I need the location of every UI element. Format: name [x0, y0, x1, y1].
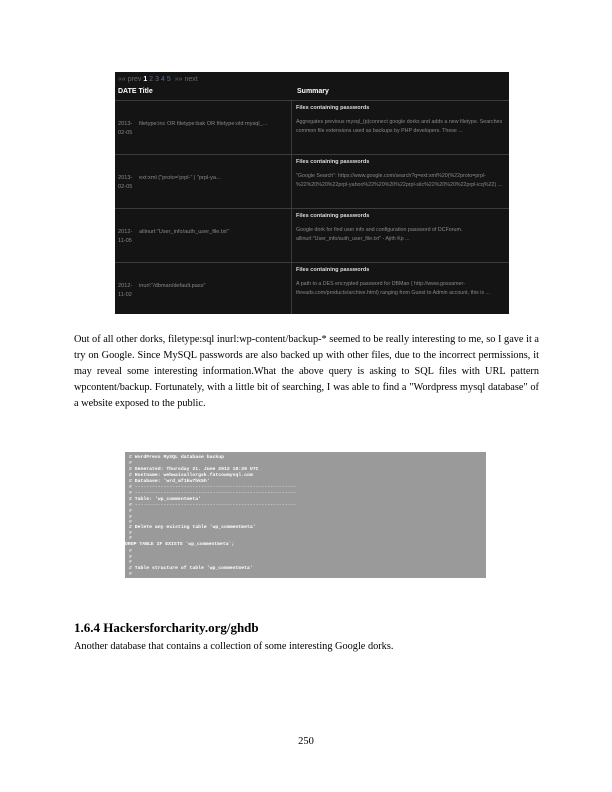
- row-title-link[interactable]: ext:xml ("proto='prpl-" | "prpl-ya...: [139, 175, 221, 181]
- column-divider: [291, 100, 292, 314]
- row-title-link[interactable]: filetype:inc OR filetype:bak OR filetype:old mysql_...: [139, 121, 268, 127]
- row-category: Files containing passwords: [296, 159, 370, 165]
- sql-line: #: [129, 515, 132, 520]
- sql-line: # Hostname: webwaisallorgsk.fatcowmysql.com: [129, 473, 253, 478]
- row-date: 2012-11-05: [118, 229, 133, 244]
- sql-line: #: [129, 461, 132, 466]
- page-link-5[interactable]: 5: [166, 76, 171, 83]
- sql-line: # Table: 'wp_commentmeta': [129, 497, 201, 502]
- row-date: 2013-02-05: [118, 121, 133, 136]
- page-number: 250: [298, 736, 314, 747]
- pagination: [118, 76, 198, 83]
- table-row: [115, 262, 509, 314]
- row-title-link[interactable]: allinurl:"User_info/auth_user_file.txt": [139, 229, 229, 235]
- sql-dump-screenshot: [125, 452, 486, 578]
- sql-line: #: [129, 549, 132, 554]
- prev-link[interactable]: «« prev: [118, 76, 142, 83]
- current-page: 1: [143, 76, 148, 83]
- header-date-title: DATE Title: [118, 88, 153, 95]
- row-date: 2013-02-05: [118, 175, 133, 190]
- row-date: 2012-11-02: [118, 283, 133, 298]
- table-header: [118, 88, 506, 98]
- page-link-4[interactable]: 4: [160, 76, 165, 83]
- sql-line: # --------------------------------------------------------: [129, 503, 296, 508]
- next-link[interactable]: »» next: [174, 76, 198, 83]
- sql-line: # Database: 'wrd_mf1kw7bk5h': [129, 479, 210, 484]
- row-category: Files containing passwords: [296, 267, 370, 273]
- sql-line: #: [129, 531, 132, 536]
- page-link-3[interactable]: 3: [155, 76, 159, 83]
- row-summary: A path to a DES encrypted password for DBMan ( http://www.gossamer-threads.com/products/archive.html) ranging from Guest to Admin account, this is ...: [296, 281, 491, 296]
- header-summary: Summary: [297, 88, 329, 95]
- table-row: [115, 100, 509, 155]
- row-title-link[interactable]: inurl:"/dbman/default.pass": [139, 283, 206, 289]
- sql-line: # Delete any existing table 'wp_commentmeta': [129, 525, 256, 530]
- page-link-2[interactable]: 2: [149, 76, 154, 83]
- body-paragraph-2: Another database that contains a collection of some interesting Google dorks.: [74, 641, 394, 652]
- row-summary: "Google Search": https://www.google.com/search?q=ext:xml%20(%22proto=prpl-%22%20%20%22prpl-yahoo%22%20%20%22prpl-silc%22%20%20%22prpl-icq%22) ...: [296, 173, 503, 188]
- sql-line: #: [129, 509, 132, 514]
- sql-line: # --------------------------------------------------------: [129, 491, 296, 496]
- row-summary: Google dork for find user info and configuration password of DCForum. allinurl:"User_info/auth_user_file.txt" - Ajith Kp ...: [296, 227, 463, 242]
- sql-line: #: [129, 560, 132, 565]
- sql-line: # Generated: Thursday 21. June 2012 18:29 UTC: [129, 467, 259, 472]
- sql-line: # WordPress MySQL database backup: [129, 455, 224, 460]
- row-category: Files containing passwords: [296, 213, 370, 219]
- sql-line: #: [129, 555, 132, 560]
- row-category: Files containing passwords: [296, 105, 370, 111]
- sql-line: #: [129, 572, 132, 577]
- sql-line: #: [129, 520, 132, 525]
- sql-line: # Table structure of table 'wp_commentmeta': [129, 566, 253, 571]
- table-row: [115, 154, 509, 209]
- ghdb-table-screenshot: [115, 72, 509, 314]
- section-heading: 1.6.4 Hackersforcharity.org/ghdb: [74, 620, 259, 635]
- sql-line: #: [129, 536, 132, 541]
- table-row: [115, 208, 509, 263]
- sql-line: # --------------------------------------------------------: [129, 485, 296, 490]
- body-paragraph-1: Out of all other dorks, filetype:sql inurl:wp-content/backup-* seemed to be really interesting to me, so I gave it a try on Google. Since MySQL passwords are also backed up with other files, due to the incorrect permissions, it may reveal some interesting information.What the above query is asking to SQL files with URL pattern wpcontent/backup. Fortunately, with a little bit of searching, I was able to find a "Wordpress mysql database" of a website exposed to the public.: [74, 334, 539, 409]
- row-summary: Aggregates previous mysql_(p)connect google dorks and adds a new filetype. Searches common file extensions used as backups by PHP developers. These ...: [296, 119, 503, 134]
- sql-line: DROP TABLE IF EXISTS `wp_commentmeta`;: [125, 542, 235, 547]
